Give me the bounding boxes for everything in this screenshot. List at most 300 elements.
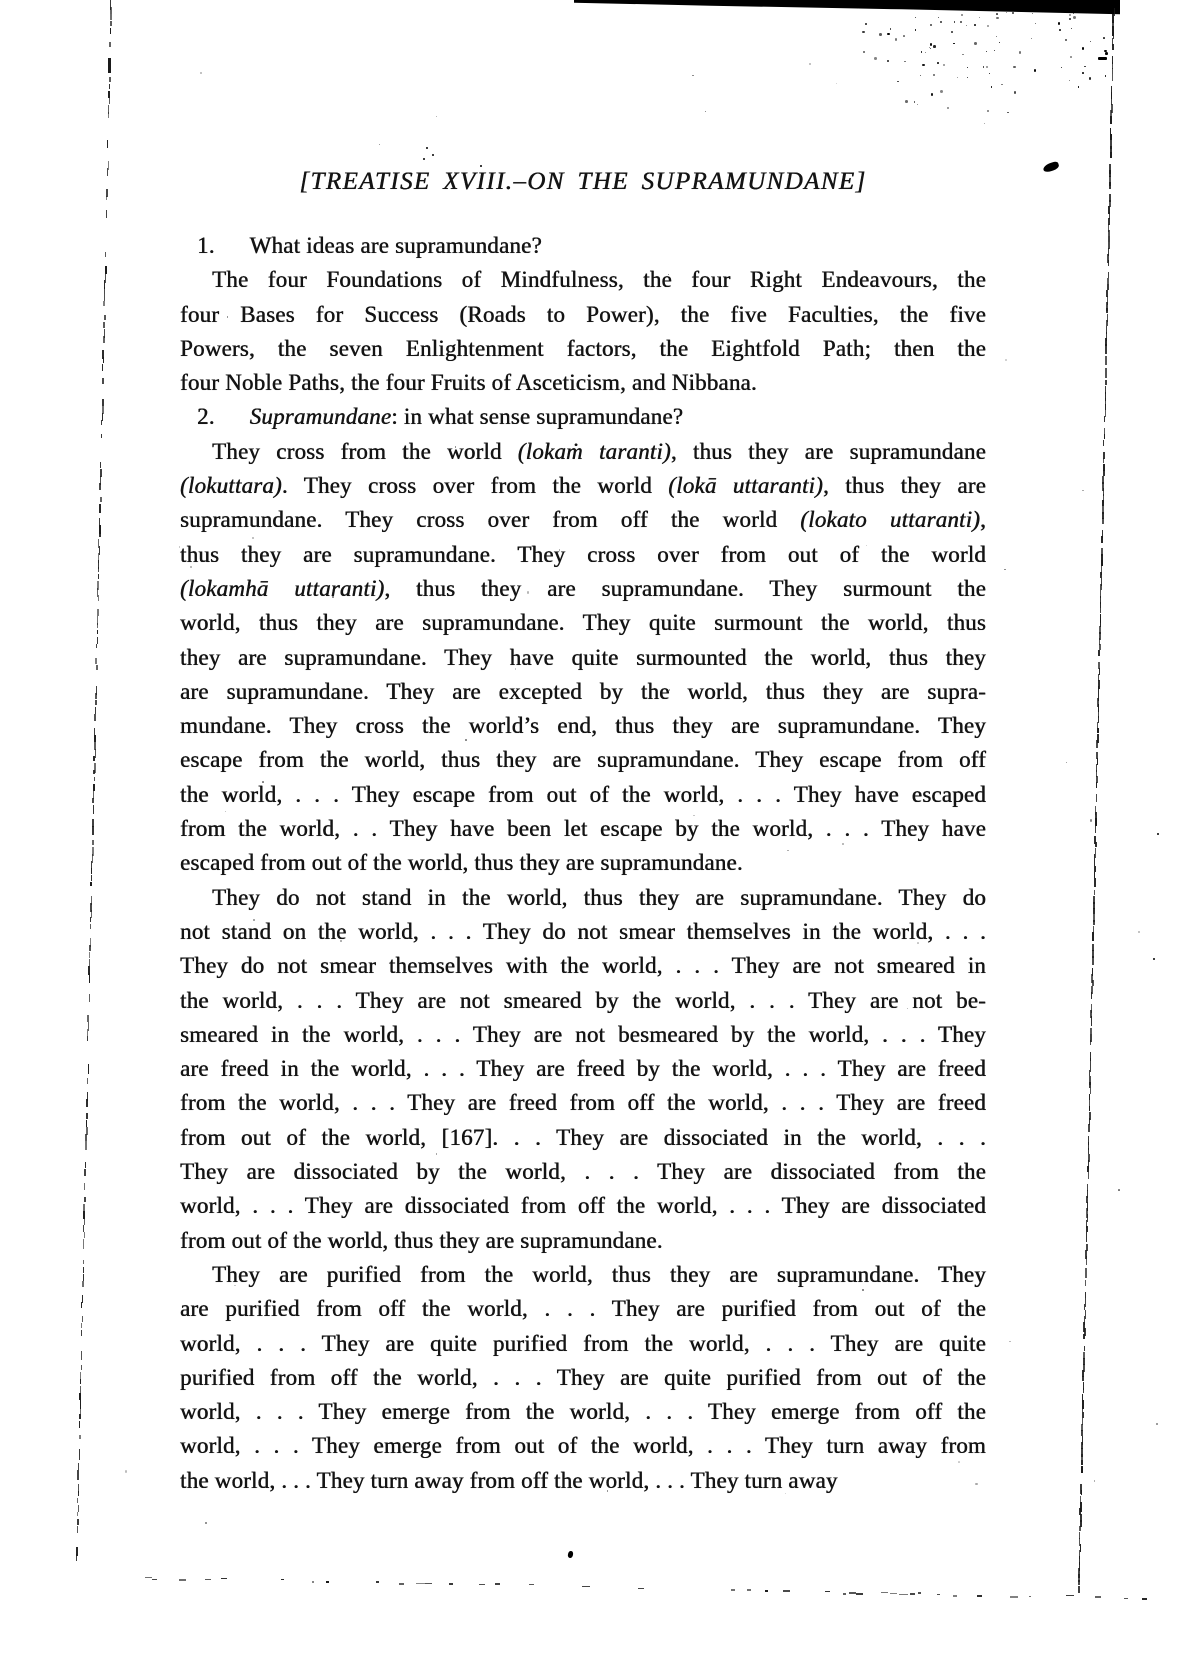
ink-speck <box>425 1583 432 1584</box>
ink-speck <box>432 154 434 156</box>
ink-speck <box>986 66 988 68</box>
ink-speck <box>90 882 91 886</box>
ink-speck <box>97 630 98 634</box>
ink-speck <box>865 23 867 25</box>
ink-speck <box>1078 86 1079 87</box>
ink-speck <box>1094 866 1096 872</box>
ink-speck <box>1065 39 1066 40</box>
ink-speck <box>940 90 943 93</box>
ink-speck <box>77 1512 78 1516</box>
ink-speck <box>1082 1412 1084 1418</box>
ink-speck <box>979 17 980 18</box>
ink-speck <box>221 1578 227 1579</box>
ink-speck <box>920 75 921 76</box>
text-line: world, thus they are supramundane. They quite surmount the world, thus <box>180 610 986 636</box>
ink-speck <box>107 168 108 176</box>
ink-speck <box>1091 992 1093 999</box>
ink-speck <box>379 144 380 145</box>
ink-speck <box>765 1590 769 1591</box>
ink-speck <box>89 994 90 1002</box>
ink-speck <box>87 1078 88 1084</box>
ink-speck <box>436 116 437 117</box>
ink-speck <box>97 637 98 644</box>
ink-speck <box>1109 182 1111 189</box>
ink-speck <box>1084 66 1085 67</box>
ink-speck <box>108 91 109 98</box>
ink-speck <box>81 1351 82 1360</box>
ink-speck <box>96 665 97 670</box>
ink-speck <box>98 595 99 601</box>
ink-speck <box>104 294 105 301</box>
ink-speck <box>97 623 98 628</box>
ink-speck <box>961 14 963 16</box>
ink-speck <box>996 17 999 20</box>
ink-speck <box>943 64 945 66</box>
ink-speck <box>1066 1595 1075 1596</box>
ink-speck <box>1088 1124 1090 1132</box>
ink-speck <box>1083 1334 1085 1339</box>
ink-speck <box>79 1421 80 1428</box>
text-line: thus they are supramundane. They cross over from out of the world <box>180 541 986 567</box>
ink-speck <box>1073 13 1074 14</box>
ink-speck <box>106 210 107 218</box>
ink-speck <box>104 315 105 320</box>
ink-speck <box>951 31 953 33</box>
ink-speck <box>1090 819 1092 821</box>
ink-speck <box>1112 44 1114 50</box>
ink-speck <box>1111 86 1113 92</box>
ink-speck <box>692 75 693 76</box>
text-line: They do not smear themselves with the world, . . . They are not smeared in <box>180 953 986 979</box>
ink-speck <box>94 777 95 781</box>
paragraph <box>180 435 986 881</box>
ink-speck <box>1090 1028 1092 1034</box>
ink-speck <box>1095 1596 1101 1598</box>
text-line: the world, . . . They turn away from off the world, . . . They turn away <box>180 1467 838 1493</box>
ink-speck <box>79 1435 80 1439</box>
ink-speck <box>1112 74 1114 81</box>
ink-speck <box>102 378 103 384</box>
ink-speck <box>1089 77 1091 79</box>
ink-speck <box>1105 368 1107 378</box>
ink-speck <box>933 45 936 48</box>
ink-speck <box>887 33 890 36</box>
ink-speck <box>1059 29 1061 31</box>
ink-speck <box>879 33 882 36</box>
ink-speck <box>1094 1480 1096 1482</box>
ink-speck <box>953 1595 956 1597</box>
ink-speck <box>863 51 865 53</box>
ink-speck <box>105 252 106 257</box>
ink-speck <box>914 101 916 103</box>
ink-speck <box>79 1449 80 1456</box>
ink-speck <box>825 1591 831 1592</box>
ink-speck <box>1105 52 1108 55</box>
ink-speck <box>99 483 100 490</box>
ink-speck <box>931 93 934 96</box>
ink-speck <box>1142 1598 1147 1600</box>
ink-speck <box>1104 434 1106 439</box>
ink-speck <box>731 1589 735 1590</box>
ink-speck <box>110 7 111 14</box>
text-line: world, . . . They are quite purified from the world, . . . They are quite <box>180 1330 986 1356</box>
ink-speck <box>99 532 100 537</box>
ink-speck <box>93 756 94 761</box>
text-line: escaped from out of the world, thus they are supramundane. <box>180 850 743 876</box>
ink-speck <box>90 917 91 922</box>
ink-speck <box>966 25 967 26</box>
ink-speck <box>84 1169 85 1176</box>
ink-speck <box>974 42 977 45</box>
ink-speck <box>1110 110 1112 116</box>
ink-speck <box>1105 404 1107 410</box>
text-line: They cross from the world (lokaṁ taranti), thus they are supramundane <box>212 438 986 464</box>
ink-speck <box>85 1141 86 1150</box>
ink-speck <box>918 1592 921 1594</box>
text-line: supramundane. They cross over from off the world (lokato uttaranti), <box>180 507 986 533</box>
ink-speck <box>110 21 111 26</box>
ink-speck <box>1090 1040 1092 1045</box>
ink-speck <box>77 1519 78 1525</box>
ink-speck <box>95 658 96 664</box>
text-line: not stand on the world, . . . They do not smear themselves in the world, . . . <box>180 918 986 944</box>
ink-speck <box>1090 41 1092 43</box>
ink-speck <box>107 140 108 148</box>
ink-speck <box>987 25 989 27</box>
ink-speck <box>989 73 990 74</box>
ink-speck <box>101 434 102 438</box>
ink-speck <box>887 60 889 62</box>
ink-speck <box>78 1491 79 1496</box>
text-line: They are dissociated by the world, . . . They are dissociated from the <box>180 1159 986 1185</box>
text-column <box>180 165 986 1498</box>
ink-speck <box>1093 920 1095 925</box>
ink-speck <box>1105 75 1107 77</box>
ink-speck <box>1098 650 1100 656</box>
ink-speck <box>449 1583 454 1585</box>
ink-speck <box>1081 1490 1083 1495</box>
ink-speck <box>100 462 101 468</box>
ink-speck <box>79 1414 80 1419</box>
ink-speck <box>1092 932 1094 941</box>
ink-speck <box>915 17 917 19</box>
ink-speck <box>1006 12 1007 13</box>
ink-speck <box>1089 1106 1091 1111</box>
ink-speck <box>96 644 97 648</box>
text-line: four Bases for Success (Roads to Power), the five Faculties, the five <box>180 301 986 327</box>
ink-speck <box>1096 740 1098 748</box>
ink-speck <box>783 1590 791 1592</box>
ink-speck <box>1078 1586 1080 1593</box>
ink-speck <box>904 61 905 62</box>
ink-speck <box>1031 38 1033 40</box>
ink-speck <box>1084 1346 1086 1351</box>
text-line: they are supramundane. They have quite surmounted the world, thus they <box>180 644 986 670</box>
ink-speck <box>110 14 111 20</box>
ink-speck <box>1124 1598 1128 1599</box>
ink-speck <box>1085 1268 1087 1278</box>
ink-speck <box>83 1274 84 1281</box>
ink-speck <box>1013 66 1016 69</box>
ink-speck <box>996 36 997 37</box>
ink-speck <box>205 1522 207 1524</box>
ink-speck <box>1094 872 1096 878</box>
ink-speck <box>87 1029 88 1036</box>
ink-speck <box>98 567 99 572</box>
ink-speck <box>1110 152 1112 158</box>
text-line: from out of the world, thus they are supramundane. <box>180 1227 663 1253</box>
ink-speck <box>1138 931 1140 933</box>
ink-speck <box>92 840 93 845</box>
ink-speck <box>110 28 111 34</box>
ink-speck <box>1104 50 1106 52</box>
text-line: (lokamhā uttaranti), thus they are supramundane. They surmount the <box>180 575 986 601</box>
ink-speck <box>1032 13 1033 14</box>
ink-speck <box>326 1581 328 1582</box>
ink-speck <box>937 1594 940 1595</box>
ink-speck <box>94 714 95 721</box>
ink-speck <box>1094 854 1096 860</box>
ink-speck <box>399 1583 404 1585</box>
ink-speck <box>1082 47 1085 50</box>
ink-speck <box>91 868 92 874</box>
ink-speck <box>705 111 706 112</box>
scan-top-edge-bar <box>574 0 1120 15</box>
ink-speck <box>1105 344 1107 354</box>
ink-speck <box>974 24 976 26</box>
ink-speck <box>1034 69 1036 71</box>
ink-speck <box>86 1099 87 1107</box>
ink-speck <box>638 1588 643 1590</box>
ink-speck <box>77 1498 78 1503</box>
ink-speck <box>104 287 105 294</box>
ink-speck <box>103 322 104 328</box>
ink-speck <box>856 1593 864 1595</box>
ink-speck <box>1086 1256 1088 1265</box>
text-line: four Noble Paths, the four Fruits of Asceticism, and Nibbana. <box>180 370 757 396</box>
ink-speck <box>103 301 104 306</box>
ink-speck <box>81 1330 82 1336</box>
ink-speck <box>79 1393 80 1400</box>
ink-speck <box>921 51 923 53</box>
ink-speck <box>102 399 103 406</box>
ink-speck <box>77 1526 78 1533</box>
ink-speck <box>1098 57 1107 60</box>
ink-speck <box>897 81 899 83</box>
text-line: (lokuttara). They cross over from the world (lokā uttaranti), thus they are <box>180 473 987 499</box>
text-line: from out of the world, [167]. . . They are dissociated in the world, . . . <box>180 1124 986 1150</box>
ink-speck <box>1079 1526 1081 1531</box>
ink-speck <box>79 1456 80 1460</box>
ink-speck <box>910 1593 915 1595</box>
text-line: from the world, . . . They are freed from off the world, . . . They are freed <box>180 1090 986 1116</box>
ink-speck <box>106 196 107 200</box>
ink-speck <box>92 826 93 835</box>
text-line: mundane. They cross the world’s end, thus they are supramundane. They <box>180 713 986 739</box>
ink-speck <box>94 735 95 742</box>
ink-speck <box>88 1064 89 1074</box>
ink-speck <box>1073 16 1076 19</box>
ink-speck <box>1089 1070 1091 1076</box>
ink-speck <box>1042 161 1060 174</box>
ink-speck <box>890 1593 897 1594</box>
ink-speck <box>83 1260 84 1264</box>
ink-speck <box>922 64 925 67</box>
ink-speck <box>1082 72 1084 74</box>
ink-speck <box>747 1589 751 1590</box>
ink-speck <box>567 1550 574 1558</box>
ink-speck <box>1005 359 1007 361</box>
ink-speck <box>996 13 998 15</box>
ink-speck <box>967 77 969 79</box>
ink-speck <box>83 1239 84 1249</box>
text-line: purified from off the world, . . . They are quite purified from out of the <box>180 1364 986 1390</box>
ink-speck <box>1105 356 1107 365</box>
ink-speck <box>967 67 968 68</box>
ink-speck <box>89 959 90 966</box>
text-line: world, . . . They are dissociated from off the world, . . . They are dissociated <box>180 1193 986 1219</box>
ink-speck <box>91 875 92 881</box>
ink-speck <box>312 1581 314 1583</box>
ink-speck <box>479 1584 486 1586</box>
ink-speck <box>108 112 109 118</box>
ink-speck <box>1102 518 1104 524</box>
ink-speck <box>109 77 110 82</box>
ink-speck <box>1081 1466 1083 1473</box>
paragraph <box>180 229 986 263</box>
ink-speck <box>89 952 90 958</box>
paragraph <box>180 1258 986 1498</box>
paragraph <box>180 400 986 434</box>
text-line: are purified from off the world, . . . They are purified from out of the <box>180 1296 986 1322</box>
ink-speck <box>1092 956 1094 965</box>
ink-speck <box>1081 1460 1083 1465</box>
ink-speck <box>95 749 96 758</box>
ink-speck <box>83 1267 84 1273</box>
ink-speck <box>1110 116 1112 124</box>
ink-speck <box>986 51 987 52</box>
ink-speck <box>84 1232 85 1238</box>
ink-speck <box>1088 1172 1090 1179</box>
ink-speck <box>1069 18 1071 20</box>
ink-speck <box>1091 1016 1093 1026</box>
ink-speck <box>93 770 94 774</box>
ink-speck <box>1096 782 1098 788</box>
ink-speck <box>1103 458 1105 463</box>
ink-speck <box>1156 1423 1158 1425</box>
ink-speck <box>933 74 935 76</box>
ink-speck <box>108 58 111 73</box>
ink-speck <box>103 357 104 363</box>
ink-speck <box>947 107 949 109</box>
ink-speck <box>529 1584 534 1585</box>
ink-speck <box>1009 1341 1010 1342</box>
ink-speck <box>82 1316 83 1322</box>
ink-speck <box>200 72 202 74</box>
text-line: the world, . . . They are not smeared by the world, . . . They are not be- <box>180 987 986 1013</box>
ink-speck <box>1012 12 1014 14</box>
ink-speck <box>1095 812 1097 818</box>
ink-speck <box>1106 308 1108 313</box>
ink-speck <box>1095 824 1097 833</box>
ink-speck <box>1107 284 1109 290</box>
ink-speck <box>1061 67 1062 68</box>
ink-speck <box>1108 260 1110 266</box>
ink-speck <box>78 1463 79 1470</box>
ink-speck <box>1101 560 1103 566</box>
ink-speck <box>109 98 110 104</box>
ink-speck <box>1085 1280 1087 1286</box>
ink-speck <box>957 77 958 78</box>
ink-speck <box>1078 1580 1080 1585</box>
ink-speck <box>77 1470 78 1480</box>
ink-speck <box>93 805 94 814</box>
ink-speck <box>89 945 90 951</box>
ink-speck <box>1097 728 1099 733</box>
text-line: world, . . . They emerge from out of the world, . . . They turn away from <box>180 1433 986 1459</box>
ink-speck <box>84 1218 85 1225</box>
ink-speck <box>1110 134 1112 140</box>
ink-speck <box>81 1302 82 1308</box>
ink-speck <box>152 1579 157 1580</box>
ink-speck <box>1069 14 1071 16</box>
text-line: 2. Supramundane: in what sense supramundane? <box>197 404 684 430</box>
ink-speck <box>92 798 93 803</box>
ink-speck <box>994 50 995 51</box>
ink-speck <box>1004 569 1005 570</box>
ink-speck <box>85 1162 86 1168</box>
page-title: [TREATISE XVIII.–ON THE SUPRAMUNDANE] <box>299 168 867 195</box>
text-line: Powers, the seven Enlightenment factors, the Eightfold Path; then the <box>180 335 986 361</box>
text-line: They are purified from the world, thus they are supramundane. They <box>212 1261 986 1287</box>
ink-speck <box>1112 68 1114 74</box>
ink-speck <box>86 1120 87 1127</box>
ink-speck <box>938 17 939 18</box>
ink-speck <box>81 1323 82 1328</box>
paragraph <box>180 263 986 400</box>
ink-speck <box>99 504 100 513</box>
ink-speck <box>1101 536 1103 543</box>
ink-speck <box>1029 1596 1031 1597</box>
ink-speck <box>205 1579 211 1580</box>
ink-speck <box>179 1579 186 1580</box>
ink-speck <box>1095 842 1097 847</box>
ink-speck <box>1069 80 1070 81</box>
page-body <box>180 229 986 1498</box>
ink-speck <box>582 1586 590 1587</box>
ink-speck <box>862 31 864 33</box>
text-line: The four Foundations of Mindfulness, the four Right Endeavours, the <box>212 267 986 293</box>
ink-speck <box>1019 51 1022 54</box>
ink-speck <box>80 1379 81 1384</box>
text-line: escape from the world, thus they are supramundane. They escape from off <box>180 747 986 773</box>
ink-speck <box>903 35 905 37</box>
text-line: are freed in the world, . . . They are freed by the world, . . . They are freed <box>180 1056 986 1082</box>
ink-speck <box>1010 1596 1017 1598</box>
ink-speck <box>881 1592 888 1593</box>
ink-speck <box>1086 1232 1088 1242</box>
ink-speck <box>95 700 96 705</box>
ink-speck <box>1070 56 1072 58</box>
ink-speck <box>416 1583 425 1584</box>
ink-speck <box>1094 890 1096 895</box>
ink-speck <box>1157 833 1159 835</box>
ink-speck <box>984 123 985 124</box>
ink-speck <box>1100 608 1102 613</box>
ink-speck <box>1083 1388 1085 1393</box>
text-line: world, . . . They emerge from the world, . . . They emerge from off the <box>180 1399 986 1425</box>
ink-speck <box>1058 22 1061 25</box>
